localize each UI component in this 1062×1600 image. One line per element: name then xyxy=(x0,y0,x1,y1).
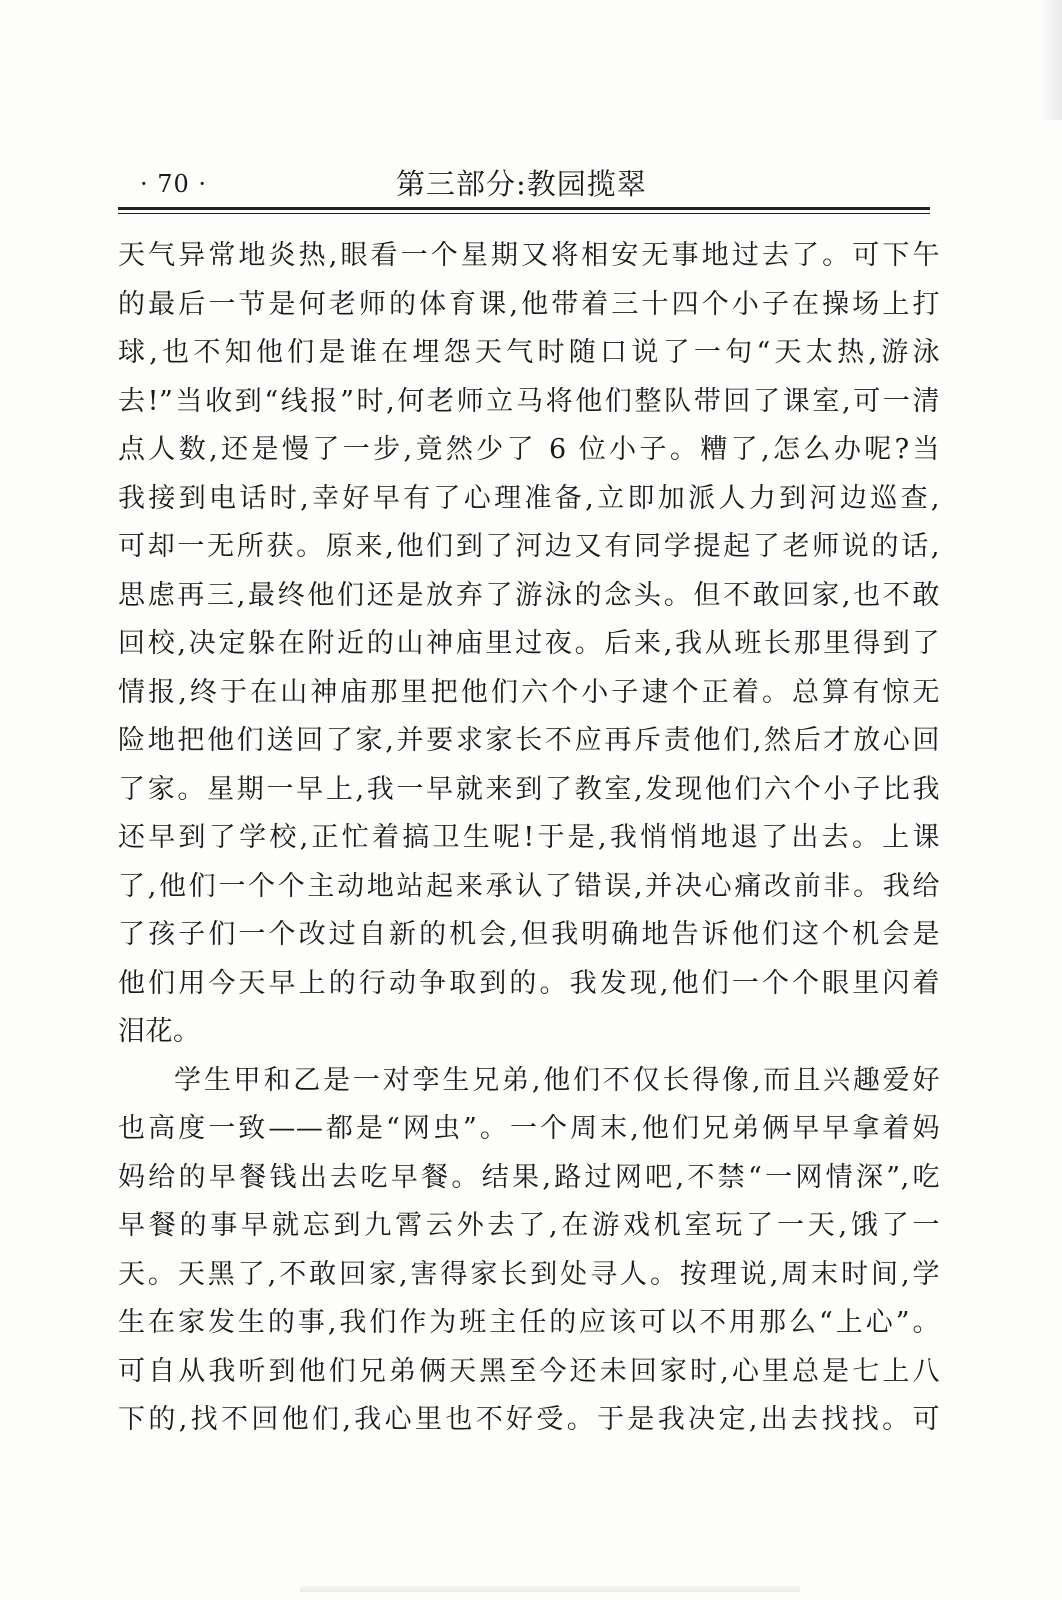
text-line: 去!”当收到“线报”时,何老师立马将他们整队带回了课室,可一清 xyxy=(118,385,940,417)
text-line: 生在家发生的事,我们作为班主任的应该可以不用那么“上心”。 xyxy=(118,1307,940,1338)
text-line: 早餐的事早就忘到九霄云外去了,在游戏机室玩了一天,饿了一 xyxy=(118,1210,940,1241)
text-line: 天气异常地炎热,眼看一个星期又将相安无事地过去了。可下午 xyxy=(118,240,940,271)
paragraph-start-line: 学生甲和乙是一对孪生兄弟,他们不仅长得像,而且兴趣爱好 xyxy=(174,1064,940,1096)
text-line: 了孩子们一个改过自新的机会,但我明确地告诉他们这个机会是 xyxy=(118,919,940,950)
text-line: 的最后一节是何老师的体育课,他带着三十四个小子在操场上打 xyxy=(118,288,940,320)
text-line: 还早到了学校,正忙着搞卫生呢!于是,我悄悄地退了出去。上课 xyxy=(118,822,940,853)
text-line: 泪花。 xyxy=(118,1016,201,1047)
body-text xyxy=(118,232,940,1445)
running-head: 第三部分:教园揽翠 xyxy=(396,167,647,201)
text-line: 了,他们一个个主动地站起来承认了错误,并决心痛改前非。我给 xyxy=(118,870,940,902)
text-line: 险地把他们送回了家,并要求家长不应再斥责他们,然后才放心回 xyxy=(118,725,940,756)
text-line: 他们用今天早上的行动争取到的。我发现,他们一个个眼里闪着 xyxy=(118,967,940,999)
text-line: 下的,找不回他们,我心里也不好受。于是我决定,出去找找。可 xyxy=(118,1404,940,1435)
page-header xyxy=(118,160,930,210)
header-rule-thin xyxy=(118,213,930,214)
text-line: 点人数,还是慢了一步,竟然少了 6 位小子。糟了,怎么办呢?当 xyxy=(118,434,940,465)
text-line: 了家。星期一早上,我一早就来到了教室,发现他们六个小子比我 xyxy=(118,773,940,805)
text-line: 回校,决定躲在附近的山神庙里过夜。后来,我从班长那里得到了 xyxy=(118,628,940,659)
text-line: 球,也不知他们是谁在埋怨天气时随口说了一句“天太热,游泳 xyxy=(118,337,940,368)
page-edge-shadow xyxy=(1040,0,1062,120)
page-number: · 70 · xyxy=(140,170,208,198)
scan-bottom-shadow xyxy=(300,1586,800,1592)
header-rule-thick xyxy=(118,207,930,210)
text-line: 情报,终于在山神庙那里把他们六个小子逮个正着。总算有惊无 xyxy=(118,676,940,708)
text-line: 也高度一致——都是“网虫”。一个周末,他们兄弟俩早早拿着妈 xyxy=(118,1113,940,1144)
text-line: 可自从我听到他们兄弟俩天黑至今还未回家时,心里总是七上八 xyxy=(118,1355,940,1387)
text-line: 妈给的早餐钱出去吃早餐。结果,路过网吧,不禁“一网情深”,吃 xyxy=(118,1161,940,1193)
text-line: 天。天黑了,不敢回家,害得家长到处寻人。按理说,周末时间,学 xyxy=(118,1258,940,1290)
text-line: 思虑再三,最终他们还是放弃了游泳的念头。但不敢回家,也不敢 xyxy=(118,579,940,611)
text-line: 我接到电话时,幸好早有了心理准备,立即加派人力到河边巡查, xyxy=(118,482,940,514)
text-line: 可却一无所获。原来,他们到了河边又有同学提起了老师说的话, xyxy=(118,531,940,562)
